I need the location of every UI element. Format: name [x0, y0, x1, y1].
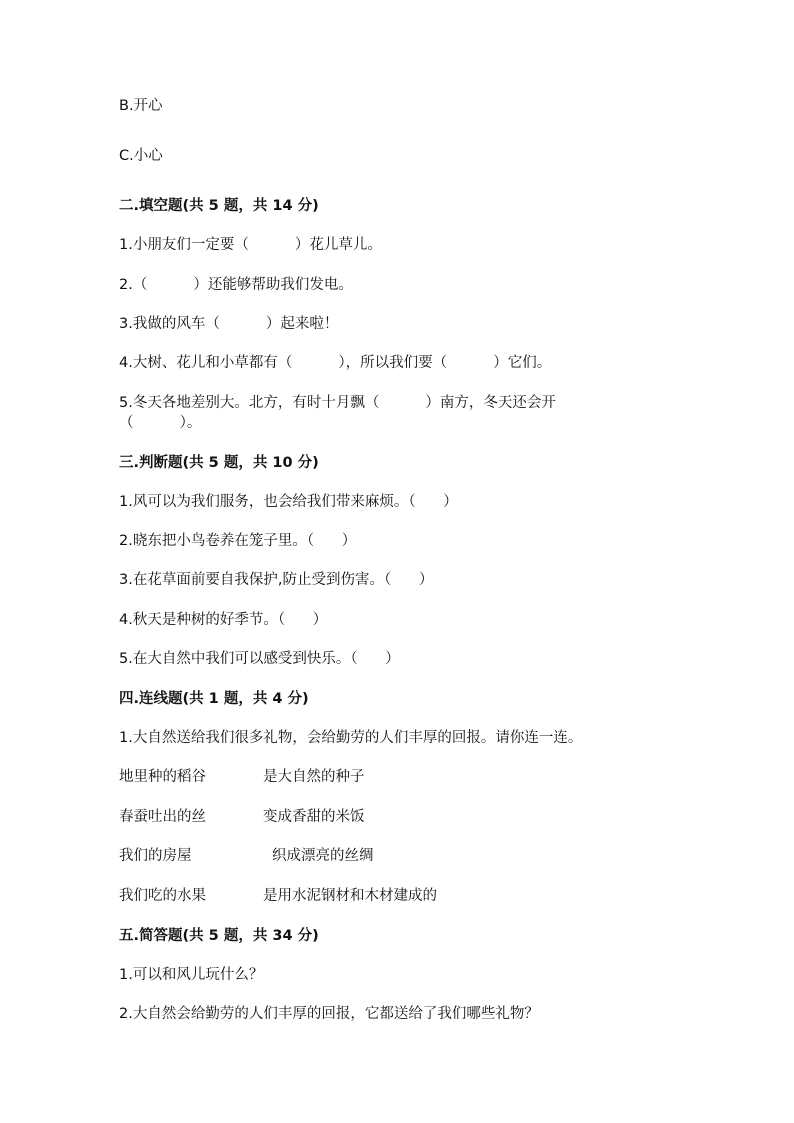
judgement-item: 1.风可以为我们服务，也会给我们带来麻烦。（ ） — [119, 494, 458, 510]
option-c: C.小心 — [119, 148, 163, 164]
judgement-item: 5.在大自然中我们可以感受到快乐。（ ） — [119, 651, 400, 667]
section-heading-judgement: 三.判断题(共 5 题，共 10 分) — [119, 455, 319, 471]
judgement-item: 3.在花草面前要自我保护,防止受到伤害。（ ） — [119, 572, 434, 588]
section-heading-fill-blank: 二.填空题(共 5 题，共 14 分) — [119, 198, 319, 214]
matching-left-item: 春蚕吐出的丝 — [119, 809, 206, 825]
matching-right-item: 变成香甜的米饭 — [263, 809, 365, 825]
fill-blank-item: 3.我做的风车（ ）起来啦！ — [119, 316, 339, 332]
fill-blank-item: 4.大树、花儿和小草都有（ ），所以我们要（ ）它们。 — [119, 355, 552, 371]
option-b: B.开心 — [119, 98, 163, 114]
fill-blank-item-continued: （ ）。 — [119, 415, 202, 431]
fill-blank-item: 1.小朋友们一定要（ ）花儿草儿。 — [119, 237, 382, 253]
matching-left-item: 我们的房屋 — [119, 848, 192, 864]
fill-blank-item: 5.冬天各地差别大。北方，有时十月飘（ ）南方，冬天还会开 — [119, 395, 556, 411]
short-answer-item: 2.大自然会给勤劳的人们丰厚的回报，它都送给了我们哪些礼物？ — [119, 1006, 539, 1022]
matching-left-item: 我们吃的水果 — [119, 888, 206, 904]
section-heading-matching: 四.连线题(共 1 题，共 4 分) — [119, 691, 309, 707]
matching-right-item: 是用水泥钢材和木材建成的 — [263, 888, 437, 904]
fill-blank-item: 2.（ ）还能够帮助我们发电。 — [119, 277, 353, 293]
short-answer-item: 1.可以和风儿玩什么？ — [119, 967, 264, 983]
matching-left-item: 地里种的稻谷 — [119, 769, 206, 785]
matching-right-item: 织成漂亮的丝绸 — [272, 848, 374, 864]
matching-question: 1.大自然送给我们很多礼物，会给勤劳的人们丰厚的回报。请你连一连。 — [119, 730, 583, 746]
section-heading-short-answer: 五.简答题(共 5 题，共 34 分) — [119, 928, 319, 944]
judgement-item: 4.秋天是种树的好季节。（ ） — [119, 612, 328, 628]
judgement-item: 2.晓东把小鸟卷养在笼子里。（ ） — [119, 533, 357, 549]
matching-right-item: 是大自然的种子 — [263, 769, 365, 785]
